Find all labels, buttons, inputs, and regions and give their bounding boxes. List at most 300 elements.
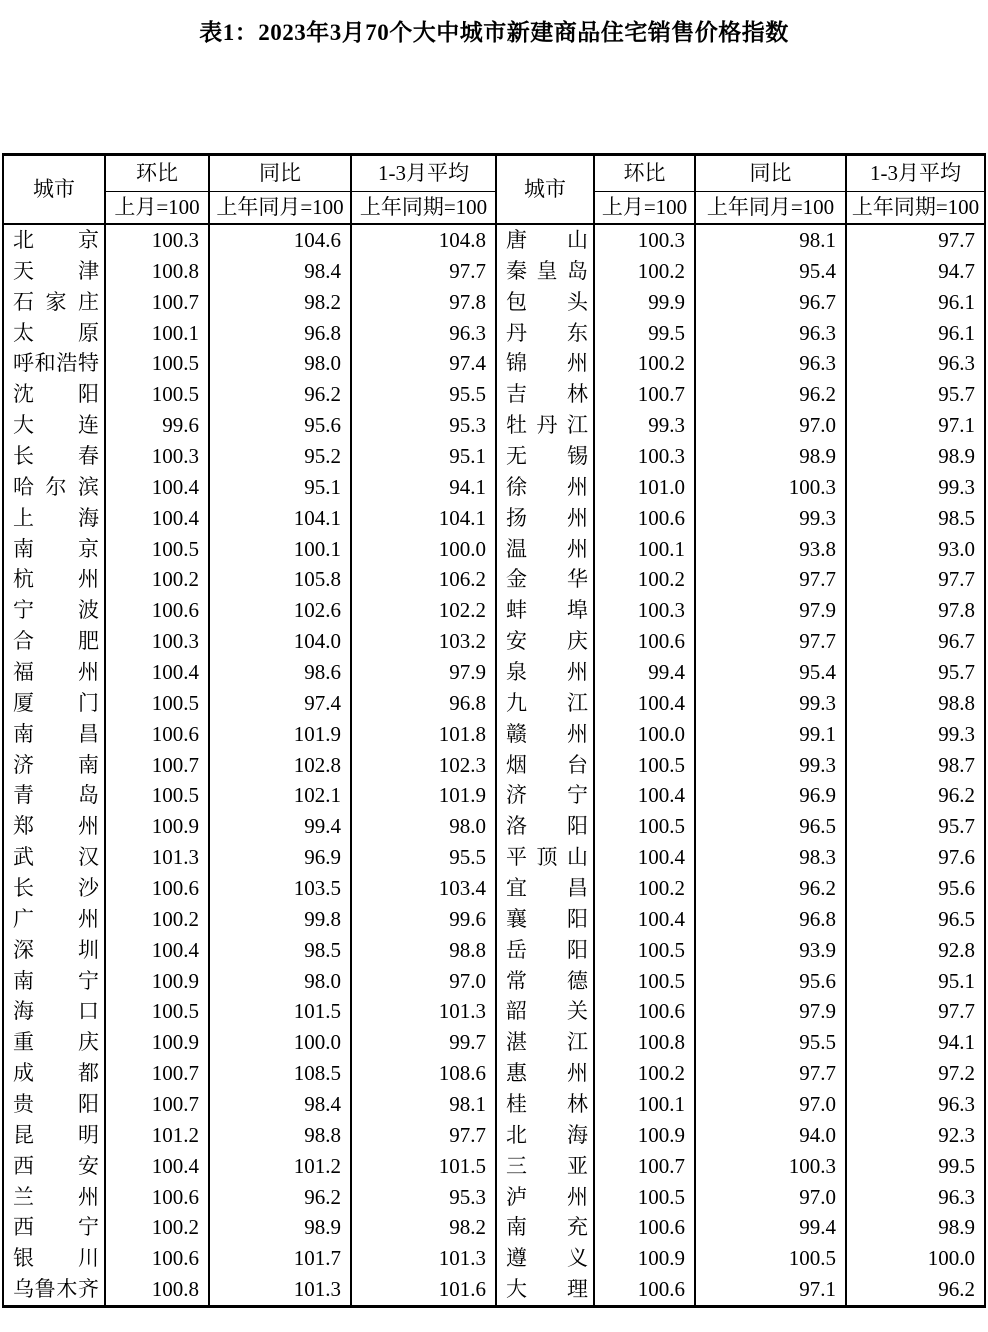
avg-value: 95.7 <box>845 379 984 410</box>
city-char: 安 <box>78 1153 99 1178</box>
city-cell <box>495 287 593 318</box>
yoy-value: 101.2 <box>208 1151 350 1182</box>
avg-value: 96.8 <box>350 688 495 719</box>
city-char: 州 <box>567 659 588 684</box>
city-char: 岛 <box>78 783 99 808</box>
yoy-value: 96.2 <box>208 379 350 410</box>
city-char: 春 <box>78 443 99 468</box>
avg-value: 93.0 <box>845 534 984 565</box>
city-char: 北 <box>506 1122 527 1147</box>
city-cell <box>4 1120 104 1151</box>
yoy-value: 99.3 <box>694 688 845 719</box>
city-char: 东 <box>567 320 588 345</box>
avg-value: 97.6 <box>845 842 984 873</box>
yoy-value: 98.8 <box>208 1120 350 1151</box>
mom-value: 100.6 <box>593 503 694 534</box>
city-char: 华 <box>567 567 588 592</box>
city-char: 哈 <box>13 474 34 499</box>
city-cell <box>4 1089 104 1120</box>
yoy-value: 105.8 <box>208 564 350 595</box>
mom-value: 100.5 <box>104 780 208 811</box>
city-char: 南 <box>78 752 99 777</box>
city-cell <box>495 1243 593 1274</box>
city-char: 唐 <box>506 227 527 252</box>
city-char: 顶 <box>536 845 558 870</box>
yoy-value: 98.1 <box>694 225 845 256</box>
mom-value: 100.2 <box>104 564 208 595</box>
city-cell <box>495 935 593 966</box>
city-char: 宁 <box>78 1215 99 1240</box>
city-cell <box>495 904 593 935</box>
mom-value: 100.4 <box>104 472 208 503</box>
city-cell <box>4 1151 104 1182</box>
yoy-value: 96.8 <box>694 904 845 935</box>
mom-value: 100.6 <box>104 1182 208 1213</box>
avg-value: 96.2 <box>845 780 984 811</box>
city-char: 肥 <box>78 629 99 654</box>
yoy-value: 96.2 <box>694 379 845 410</box>
mom-value: 100.1 <box>593 534 694 565</box>
mom-value: 101.0 <box>593 472 694 503</box>
city-char: 义 <box>567 1246 588 1271</box>
city-cell <box>495 1027 593 1058</box>
avg-value: 101.3 <box>350 996 495 1027</box>
city-cell <box>495 379 593 410</box>
avg-value: 102.3 <box>350 750 495 781</box>
city-char: 烟 <box>506 752 527 777</box>
city-cell <box>4 503 104 534</box>
city-char: 德 <box>567 968 588 993</box>
city-char: 西 <box>13 1153 34 1178</box>
city-char: 川 <box>78 1246 99 1271</box>
avg-value: 97.7 <box>845 564 984 595</box>
city-char: 九 <box>506 690 527 715</box>
mom-value: 100.4 <box>104 657 208 688</box>
yoy-value: 98.9 <box>694 441 845 472</box>
city-char: 昆 <box>13 1122 34 1147</box>
mom-value: 100.8 <box>104 1274 208 1305</box>
mom-value: 100.2 <box>104 1213 208 1244</box>
city-char: 成 <box>13 1061 34 1086</box>
city-char: 北 <box>13 227 34 252</box>
yoy-value: 100.3 <box>694 1151 845 1182</box>
yoy-value: 102.8 <box>208 750 350 781</box>
yoy-value: 99.3 <box>694 750 845 781</box>
yoy-value: 100.0 <box>208 1027 350 1058</box>
mom-value: 100.4 <box>593 842 694 873</box>
header-avg-base-left: 上年同期=100 <box>350 192 495 225</box>
city-char: 汉 <box>78 845 99 870</box>
avg-value: 96.3 <box>845 348 984 379</box>
mom-value: 100.4 <box>104 503 208 534</box>
city-cell <box>495 1120 593 1151</box>
city-cell <box>495 719 593 750</box>
city-char: 庆 <box>78 1030 99 1055</box>
city-char: 长 <box>13 875 34 900</box>
mom-value: 100.5 <box>593 1182 694 1213</box>
city-char: 呼 <box>13 351 34 376</box>
city-char: 赣 <box>506 721 527 746</box>
city-cell <box>495 626 593 657</box>
mom-value: 100.5 <box>104 348 208 379</box>
city-cell <box>4 1213 104 1244</box>
city-char: 韶 <box>506 999 527 1024</box>
avg-value: 97.0 <box>350 966 495 997</box>
avg-value: 96.1 <box>845 318 984 349</box>
city-cell <box>4 1243 104 1274</box>
mom-value: 100.1 <box>104 318 208 349</box>
avg-value: 98.9 <box>845 441 984 472</box>
city-char: 武 <box>13 845 34 870</box>
city-cell <box>495 564 593 595</box>
avg-value: 97.7 <box>845 996 984 1027</box>
mom-value: 100.5 <box>104 379 208 410</box>
avg-value: 96.3 <box>845 1089 984 1120</box>
city-cell <box>495 318 593 349</box>
city-cell <box>495 410 593 441</box>
city-char: 徐 <box>506 474 527 499</box>
city-cell <box>495 996 593 1027</box>
city-cell <box>495 1089 593 1120</box>
city-char: 天 <box>13 258 34 283</box>
mom-value: 100.6 <box>104 1243 208 1274</box>
city-cell <box>4 1182 104 1213</box>
avg-value: 98.8 <box>350 935 495 966</box>
header-mom-right: 环比 <box>593 156 694 192</box>
city-char: 明 <box>78 1122 99 1147</box>
city-char: 厦 <box>13 690 34 715</box>
city-char: 江 <box>567 690 588 715</box>
city-char: 昌 <box>567 875 588 900</box>
yoy-value: 99.1 <box>694 719 845 750</box>
city-char: 江 <box>567 1030 588 1055</box>
mom-value: 100.8 <box>593 1027 694 1058</box>
mom-value: 100.2 <box>104 904 208 935</box>
yoy-value: 93.8 <box>694 534 845 565</box>
avg-value: 96.1 <box>845 287 984 318</box>
avg-value: 101.8 <box>350 719 495 750</box>
yoy-value: 95.6 <box>208 410 350 441</box>
yoy-value: 96.2 <box>208 1182 350 1213</box>
avg-value: 99.3 <box>845 719 984 750</box>
mom-value: 100.2 <box>593 564 694 595</box>
header-yoy-base-right: 上年同月=100 <box>694 192 845 225</box>
avg-value: 103.4 <box>350 873 495 904</box>
city-char: 湛 <box>506 1030 527 1055</box>
city-char: 山 <box>567 227 588 252</box>
city-char: 吉 <box>506 382 527 407</box>
yoy-value: 100.5 <box>694 1243 845 1274</box>
city-char: 锡 <box>567 443 588 468</box>
yoy-value: 99.4 <box>694 1213 845 1244</box>
yoy-value: 97.0 <box>694 1182 845 1213</box>
city-cell <box>4 780 104 811</box>
city-char: 长 <box>13 443 34 468</box>
city-cell <box>495 225 593 256</box>
city-char: 都 <box>78 1061 99 1086</box>
header-avg-left: 1-3月平均 <box>350 156 495 192</box>
yoy-value: 96.3 <box>694 318 845 349</box>
yoy-value: 101.3 <box>208 1274 350 1305</box>
city-char: 木 <box>56 1277 78 1302</box>
avg-value: 97.1 <box>845 410 984 441</box>
mom-value: 100.4 <box>104 1151 208 1182</box>
avg-value: 106.2 <box>350 564 495 595</box>
city-char: 杭 <box>13 567 34 592</box>
city-cell <box>4 287 104 318</box>
city-char: 包 <box>506 289 527 314</box>
mom-value: 100.7 <box>104 287 208 318</box>
city-cell <box>4 811 104 842</box>
city-char: 青 <box>13 783 34 808</box>
city-char: 无 <box>506 443 527 468</box>
city-char: 平 <box>506 845 527 870</box>
avg-value: 98.7 <box>845 750 984 781</box>
city-char: 台 <box>567 752 588 777</box>
city-char: 宁 <box>13 598 34 623</box>
avg-value: 95.5 <box>350 379 495 410</box>
avg-value: 97.7 <box>350 256 495 287</box>
mom-value: 101.2 <box>104 1120 208 1151</box>
city-char: 海 <box>78 505 99 530</box>
city-char: 岳 <box>506 937 527 962</box>
yoy-value: 96.2 <box>694 873 845 904</box>
city-cell <box>4 410 104 441</box>
city-cell <box>4 966 104 997</box>
city-char: 连 <box>78 413 99 438</box>
mom-value: 100.7 <box>593 1151 694 1182</box>
city-cell <box>4 657 104 688</box>
city-char: 大 <box>13 413 34 438</box>
city-char: 广 <box>13 906 34 931</box>
city-char: 银 <box>13 1246 34 1271</box>
city-cell <box>4 595 104 626</box>
avg-value: 97.7 <box>845 225 984 256</box>
city-char: 圳 <box>78 937 99 962</box>
city-char: 庆 <box>567 629 588 654</box>
yoy-value: 97.7 <box>694 564 845 595</box>
city-char: 太 <box>13 320 34 345</box>
city-char: 津 <box>78 258 99 283</box>
city-char: 合 <box>13 629 34 654</box>
yoy-value: 101.7 <box>208 1243 350 1274</box>
city-char: 南 <box>13 721 34 746</box>
avg-value: 103.2 <box>350 626 495 657</box>
yoy-value: 104.6 <box>208 225 350 256</box>
mom-value: 100.5 <box>104 688 208 719</box>
city-char: 林 <box>567 382 588 407</box>
yoy-value: 95.6 <box>694 966 845 997</box>
city-cell <box>4 688 104 719</box>
city-char: 西 <box>13 1215 34 1240</box>
avg-value: 96.3 <box>845 1182 984 1213</box>
city-char: 州 <box>78 814 99 839</box>
mom-value: 100.3 <box>104 441 208 472</box>
avg-value: 95.5 <box>350 842 495 873</box>
city-cell <box>4 1027 104 1058</box>
mom-value: 100.4 <box>593 904 694 935</box>
city-char: 金 <box>506 567 527 592</box>
yoy-value: 97.0 <box>694 1089 845 1120</box>
city-char: 福 <box>13 659 34 684</box>
city-char: 襄 <box>506 906 527 931</box>
mom-value: 100.6 <box>593 996 694 1027</box>
yoy-value: 95.2 <box>208 441 350 472</box>
city-cell <box>495 780 593 811</box>
city-char: 泸 <box>506 1184 527 1209</box>
city-cell <box>4 348 104 379</box>
city-cell <box>495 1058 593 1089</box>
avg-value: 101.6 <box>350 1274 495 1305</box>
city-char: 南 <box>13 968 34 993</box>
city-cell <box>4 1274 104 1305</box>
city-char: 锦 <box>506 351 527 376</box>
city-cell <box>4 256 104 287</box>
city-cell <box>495 1182 593 1213</box>
mom-value: 100.9 <box>593 1243 694 1274</box>
city-cell <box>4 534 104 565</box>
avg-value: 92.8 <box>845 935 984 966</box>
mom-value: 100.9 <box>593 1120 694 1151</box>
city-cell <box>4 472 104 503</box>
city-char: 州 <box>567 1184 588 1209</box>
city-char: 州 <box>567 1061 588 1086</box>
yoy-value: 97.0 <box>694 410 845 441</box>
city-char: 宜 <box>506 875 527 900</box>
yoy-value: 101.9 <box>208 719 350 750</box>
yoy-value: 104.1 <box>208 503 350 534</box>
mom-value: 99.6 <box>104 410 208 441</box>
city-cell <box>495 873 593 904</box>
avg-value: 100.0 <box>845 1243 984 1274</box>
city-char: 江 <box>567 413 588 438</box>
city-char: 宁 <box>567 783 588 808</box>
mom-value: 100.9 <box>104 1027 208 1058</box>
city-cell <box>495 472 593 503</box>
yoy-value: 98.0 <box>208 966 350 997</box>
city-char: 沙 <box>78 875 99 900</box>
yoy-value: 93.9 <box>694 935 845 966</box>
city-char: 蚌 <box>506 598 527 623</box>
city-char: 泉 <box>506 659 527 684</box>
avg-value: 98.1 <box>350 1089 495 1120</box>
avg-value: 99.5 <box>845 1151 984 1182</box>
mom-value: 100.0 <box>593 719 694 750</box>
yoy-value: 104.0 <box>208 626 350 657</box>
yoy-value: 96.9 <box>694 780 845 811</box>
mom-value: 99.5 <box>593 318 694 349</box>
yoy-value: 95.5 <box>694 1027 845 1058</box>
mom-value: 100.7 <box>104 1089 208 1120</box>
avg-value: 95.6 <box>845 873 984 904</box>
city-char: 扬 <box>506 505 527 530</box>
city-cell <box>495 441 593 472</box>
yoy-value: 95.4 <box>694 657 845 688</box>
avg-value: 97.4 <box>350 348 495 379</box>
yoy-value: 98.2 <box>208 287 350 318</box>
header-yoy-base-left: 上年同月=100 <box>208 192 350 225</box>
city-char: 温 <box>506 536 527 561</box>
city-char: 上 <box>13 505 34 530</box>
city-char: 特 <box>77 351 99 376</box>
mom-value: 100.3 <box>104 225 208 256</box>
avg-value: 94.7 <box>845 256 984 287</box>
yoy-value: 98.6 <box>208 657 350 688</box>
city-cell <box>4 719 104 750</box>
header-mom-left: 环比 <box>104 156 208 192</box>
mom-value: 100.1 <box>593 1089 694 1120</box>
avg-value: 97.9 <box>350 657 495 688</box>
city-char: 秦 <box>506 258 527 283</box>
mom-value: 100.4 <box>104 935 208 966</box>
city-cell <box>4 873 104 904</box>
mom-value: 100.9 <box>104 966 208 997</box>
avg-value: 97.8 <box>845 595 984 626</box>
yoy-value: 98.3 <box>694 842 845 873</box>
city-cell <box>495 657 593 688</box>
city-cell <box>495 534 593 565</box>
yoy-value: 102.6 <box>208 595 350 626</box>
avg-value: 98.2 <box>350 1213 495 1244</box>
avg-value: 95.1 <box>350 441 495 472</box>
avg-value: 99.6 <box>350 904 495 935</box>
city-char: 山 <box>567 845 588 870</box>
mom-value: 100.6 <box>104 595 208 626</box>
price-index-grid <box>4 156 984 1305</box>
header-avg-base-right: 上年同期=100 <box>845 192 984 225</box>
city-char: 贵 <box>13 1091 34 1116</box>
city-cell <box>495 595 593 626</box>
city-cell <box>495 750 593 781</box>
mom-value: 100.9 <box>104 811 208 842</box>
city-char: 滨 <box>78 474 99 499</box>
avg-value: 102.2 <box>350 595 495 626</box>
city-char: 济 <box>13 752 34 777</box>
yoy-value: 96.5 <box>694 811 845 842</box>
mom-value: 100.6 <box>593 626 694 657</box>
mom-value: 100.2 <box>593 348 694 379</box>
header-avg-right: 1-3月平均 <box>845 156 984 192</box>
city-char: 沈 <box>13 382 34 407</box>
mom-value: 100.7 <box>104 750 208 781</box>
mom-value: 99.3 <box>593 410 694 441</box>
mom-value: 100.6 <box>593 1213 694 1244</box>
mom-value: 100.3 <box>593 225 694 256</box>
avg-value: 96.2 <box>845 1274 984 1305</box>
yoy-value: 95.1 <box>208 472 350 503</box>
yoy-value: 94.0 <box>694 1120 845 1151</box>
yoy-value: 97.1 <box>694 1274 845 1305</box>
city-char: 大 <box>506 1277 527 1302</box>
city-cell <box>495 1151 593 1182</box>
city-cell <box>495 1274 593 1305</box>
city-char: 埠 <box>567 598 588 623</box>
city-char: 重 <box>13 1030 34 1055</box>
mom-value: 100.4 <box>593 780 694 811</box>
city-char: 关 <box>567 999 588 1024</box>
city-char: 口 <box>78 999 99 1024</box>
city-char: 门 <box>78 690 99 715</box>
city-char: 林 <box>567 1091 588 1116</box>
avg-value: 98.8 <box>845 688 984 719</box>
city-cell <box>4 564 104 595</box>
city-char: 阳 <box>567 937 588 962</box>
avg-value: 101.9 <box>350 780 495 811</box>
avg-value: 96.7 <box>845 626 984 657</box>
header-yoy-right: 同比 <box>694 156 845 192</box>
avg-value: 96.5 <box>845 904 984 935</box>
city-char: 阳 <box>78 382 99 407</box>
